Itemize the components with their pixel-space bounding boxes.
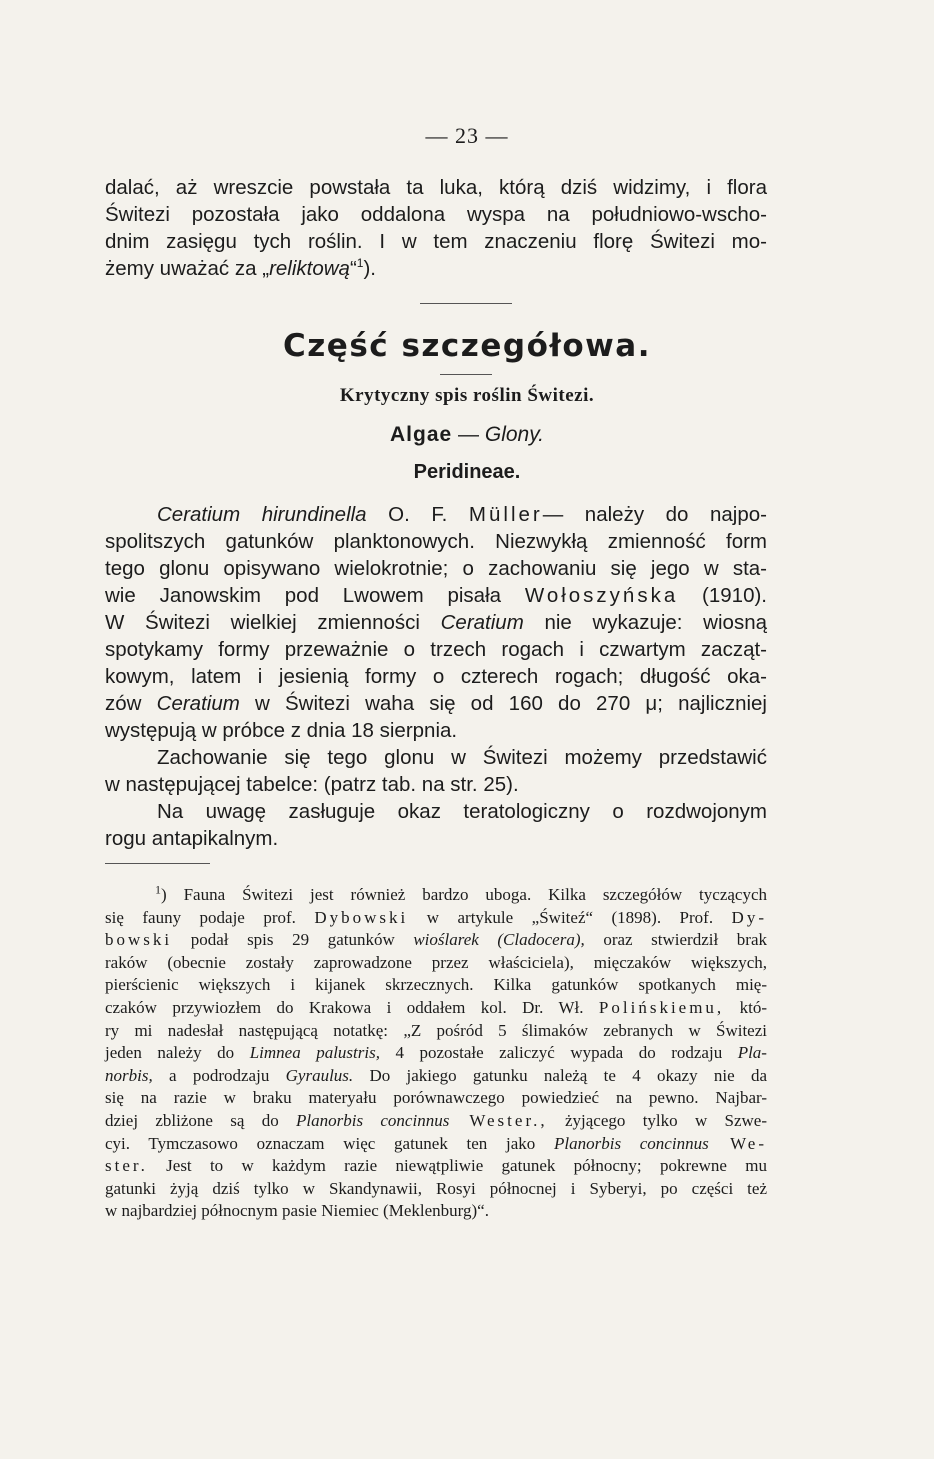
footnote-line: bowski podał spis 29 gatunków wioślarek (Cladocera), oraz stwierdził brak (105, 930, 767, 950)
text-line: spotykamy formy przeważnie o trzech rogach i czwartym zacząt- (105, 638, 767, 661)
text-line: dalać, aż wreszcie powstała ta luka, którą dziś widzimy, i flora (105, 176, 767, 199)
text-line: żemy uważać za „reliktową“$^1$). (105, 256, 376, 280)
text-line: występują w próbce z dnia 18 sierpnia. (105, 719, 458, 742)
footnote-line: $^1$) Fauna Świtezi jest również bardzo uboga. Kilka szczegółów tyczących (155, 882, 767, 904)
italic-term: reliktową (269, 257, 350, 280)
divider (440, 374, 492, 375)
footnote-line: pierścienic większych i kijanek skrzecznych. Kilka gatunków spotkanych mię- (105, 975, 767, 995)
footnote-line: cyi. Tymczasowo oznaczam więc gatunek ten jako Planorbis concinnus We- (105, 1133, 767, 1153)
text-line: Na uwagę zasługuje okaz teratologiczny o rozdwojonym (157, 800, 767, 823)
section-heading: Część szczegółowa. (283, 328, 651, 364)
text-line: tego glonu opisywano wielokrotnie; o zachowaniu się jego w sta- (105, 557, 767, 580)
text-line: rogu antapikalnym. (105, 827, 279, 850)
intro-paragraph (105, 174, 767, 282)
footnote-line: gatunki żyją dziś tylko w Skandynawii, Rosyi północnej i Syberyi, po części też (105, 1178, 767, 1198)
author-name: Müller (468, 503, 543, 526)
footnote-line: w najbardziej północnym pasie Niemiec (Meklenburg)“. (105, 1201, 489, 1221)
author-name: Wołoszyńska (524, 584, 679, 607)
text-line: Zachowanie się tego glonu w Świtezi możemy przedstawić (157, 746, 767, 769)
footnote-marker: 1 (155, 882, 161, 897)
text-line: kowym, latem i jesienią formy o czterech rogach; długość oka- (105, 665, 767, 688)
subsection-heading: Krytyczny spis roślin Świtezi. (339, 385, 595, 406)
text-line: Ceratium hirundinella O. F. Müller— należy do najpo- (157, 503, 767, 526)
page-number: — 23 — (425, 123, 509, 148)
footnote-line: dziej zbliżone są do Planorbis concinnus Wester., żyjącego tylko w Szwe- (105, 1110, 768, 1130)
ceratium-paragraph (105, 501, 767, 852)
algae-heading: Algae — Glony. (390, 423, 544, 446)
footnote-line: ster. Jest to w każdym razie niewątpliwie gatunek północny; pokrewne mu (105, 1156, 767, 1176)
footnote-line: jeden należy do Limnea palustris, 4 pozostałe zaliczyć wypada do rodzaju Pla- (105, 1043, 767, 1063)
divider (420, 303, 512, 304)
text-line: zów Ceratium w Świtezi waha się od 160 do 270 μ; najliczniej (105, 692, 767, 715)
footnote-line: ry mi nadesłał następującą notatkę: „Z pośród 5 ślimaków zebranych w Świtezi (105, 1020, 767, 1040)
text-line: wie Janowskim pod Lwowem pisała Wołoszyńska (1910). (105, 584, 767, 607)
footnote-line: czaków przywiozłem do Krakowa i oddałem kol. Dr. Wł. Polińskiemu, któ- (105, 997, 767, 1017)
species-name: Ceratium hirundinella (157, 503, 367, 526)
footnote-line: się na razie w braku materyału porównawczego powiedzieć na pewno. Najbar- (105, 1088, 767, 1108)
text-line: Świtezi pozostała jako oddalona wyspa na południowo-wscho- (105, 203, 767, 226)
footnote-divider (105, 863, 210, 864)
footnote-ref: 1 (356, 256, 364, 271)
text-line: spolitszych gatunków planktonowych. Niezwykłą zmienność form (105, 530, 767, 553)
footnote-line: się fauny podaje prof. Dybowski w artykule „Świteź“ (1898). Prof. Dy- (105, 907, 767, 927)
family-heading: Peridineae. (413, 461, 521, 483)
text-line: W Świtezi wielkiej zmienności Ceratium nie wykazuje: wiosną (105, 611, 767, 634)
footnote (105, 884, 767, 1223)
text-line: dnim zasięgu tych roślin. I w tem znaczeniu florę Świtezi mo- (105, 230, 767, 253)
footnote-line: norbis, a podrodzaju Gyraulus. Do jakiego gatunku należą te 4 okazy nie da (105, 1065, 767, 1085)
footnote-line: raków (obecnie zostały zaprowadzone przez właściciela), mięczaków większych, (105, 952, 767, 972)
text-line: w następującej tabelce: (patrz tab. na str. 25). (105, 773, 519, 796)
